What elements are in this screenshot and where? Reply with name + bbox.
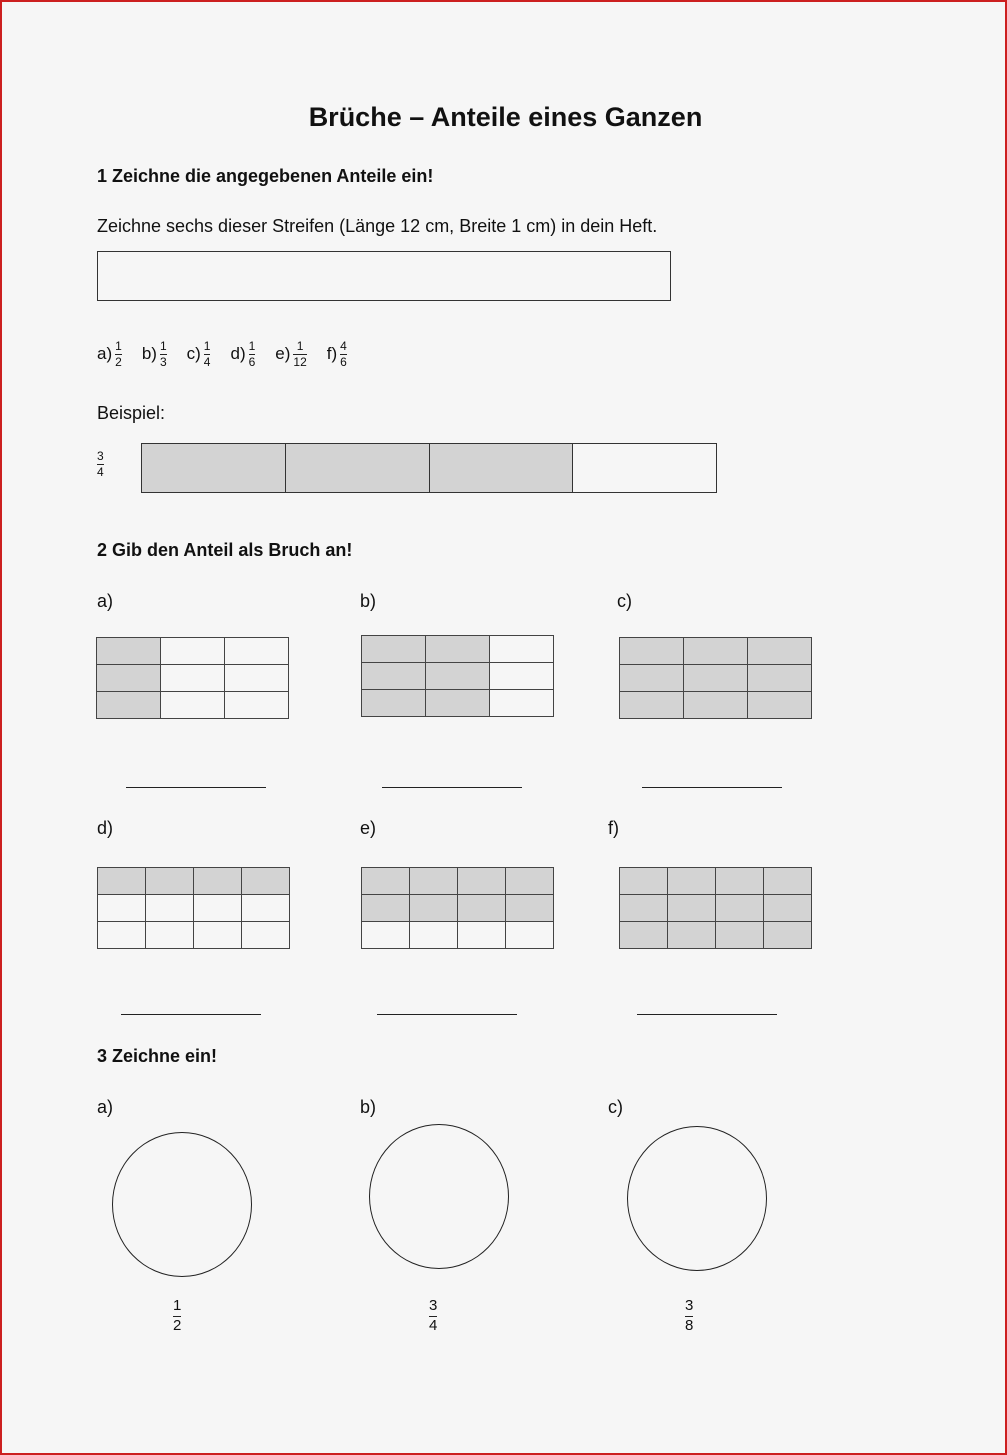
grid-cell [506,895,554,922]
fraction-grid [96,637,289,719]
grid-cell [506,922,554,949]
fraction-grid [361,635,554,717]
grid-cell [620,868,668,895]
grid-cell [98,868,146,895]
fraction-item-label: e) [275,344,291,364]
grid-cell [620,665,684,692]
drawing-circle[interactable] [369,1124,509,1269]
grid-cell [748,692,812,719]
item-fraction [204,340,211,368]
grid-cell [225,665,289,692]
grid-cell [98,895,146,922]
grid-cell [748,638,812,665]
fraction-grid [619,637,812,719]
grid-cell [97,638,161,665]
grid-cell [620,638,684,665]
fraction-list [97,340,367,368]
circle-numerator: 1 [173,1297,182,1314]
circle-fraction-label [682,1298,693,1334]
grid-cell [97,665,161,692]
circle-denominator: 2 [173,1316,182,1334]
circle-fraction-label [170,1298,181,1334]
grid-cell [748,665,812,692]
circle-numerator: 3 [429,1297,438,1314]
grid-cell [161,638,225,665]
answer-line[interactable] [377,1014,517,1015]
page-title: Brüche – Anteile eines Ganzen [308,102,703,132]
grid-cell [161,665,225,692]
grid-cell [764,922,812,949]
task2-item-label: b) [360,591,377,611]
item-fraction [293,340,306,368]
grid-cell [716,895,764,922]
grid-cell [458,895,506,922]
item-denominator: 12 [293,354,307,369]
task1-instruction: Zeichne sechs dieser Streifen (Länge 12 cm, Breite 1 cm) in dein Heft. [97,216,658,236]
example-fraction [94,450,104,478]
strip-segment [286,444,430,492]
fraction-grid [361,867,554,949]
grid-cell [716,868,764,895]
grid-cell [225,692,289,719]
example-label: Beispiel: [97,403,166,423]
circle-numerator: 3 [685,1297,694,1314]
grid-cell [242,868,290,895]
fraction-item [187,340,211,368]
fraction-item-label: f) [326,344,338,364]
task3-heading: 3 Zeichne ein! [97,1046,218,1066]
item-fraction [249,340,256,368]
grid-cell [362,636,426,663]
fraction-item [97,340,122,368]
answer-line[interactable] [382,787,522,788]
grid-cell [146,895,194,922]
item-numerator: 1 [296,339,304,353]
drawing-circle[interactable] [627,1126,767,1271]
example-strip [141,443,717,493]
item-numerator: 1 [248,339,256,353]
grid-cell [225,638,289,665]
grid-cell [242,922,290,949]
grid-cell [146,868,194,895]
fraction-item-label: c) [186,344,201,364]
example-numerator: 3 [97,449,104,463]
item-fraction [340,340,347,368]
fraction-item [230,340,255,368]
item-denominator: 6 [340,354,347,369]
grid-cell [194,895,242,922]
grid-cell [362,895,410,922]
grid-cell [620,895,668,922]
grid-cell [98,922,146,949]
grid-cell [620,922,668,949]
grid-cell [684,692,748,719]
grid-cell [684,665,748,692]
grid-cell [362,922,410,949]
grid-cell [684,638,748,665]
task3-item-label: a) [97,1097,114,1117]
grid-cell [362,868,410,895]
task3-item-label: b) [360,1097,377,1117]
example-denominator: 4 [97,464,104,479]
grid-cell [620,692,684,719]
task2-heading: 2 Gib den Anteil als Bruch an! [97,540,353,560]
fraction-item-label: a) [97,344,113,364]
drawing-circle[interactable] [112,1132,252,1277]
grid-cell [146,922,194,949]
task2-item-label: d) [97,818,114,838]
grid-cell [668,868,716,895]
circle-denominator: 4 [429,1316,438,1334]
grid-cell [490,636,554,663]
grid-cell [426,663,490,690]
grid-cell [426,690,490,717]
task2-item-label: a) [97,591,114,611]
grid-cell [410,868,458,895]
fraction-grid [97,867,290,949]
task2-item-label: c) [617,591,632,611]
grid-cell [410,922,458,949]
item-fraction [115,340,122,368]
empty-strip [97,251,671,301]
circle-fraction [173,1298,181,1334]
item-numerator: 1 [159,339,167,353]
circle-fraction-label [426,1298,437,1334]
task1-heading: 1 Zeichne die angegebenen Anteile ein! [97,166,434,186]
grid-cell [458,922,506,949]
strip-segment [573,444,716,492]
circle-fraction [429,1298,437,1334]
item-numerator: 1 [203,339,211,353]
grid-cell [716,922,764,949]
grid-cell [490,690,554,717]
item-denominator: 6 [248,354,256,369]
grid-cell [506,868,554,895]
grid-cell [362,663,426,690]
grid-cell [764,895,812,922]
grid-cell [668,895,716,922]
fraction-item [275,340,306,368]
fraction-item-label: d) [230,344,246,364]
strip-segment [142,444,286,492]
grid-cell [458,868,506,895]
grid-cell [97,692,161,719]
item-denominator: 3 [159,354,167,369]
grid-cell [410,895,458,922]
item-numerator: 4 [340,339,347,353]
fraction-grid [619,867,812,949]
grid-cell [242,895,290,922]
task2-item-label: e) [360,818,377,838]
grid-cell [490,663,554,690]
circle-denominator: 8 [685,1316,694,1334]
grid-cell [426,636,490,663]
answer-line[interactable] [126,787,266,788]
task3-item-label: c) [608,1097,623,1117]
item-fraction [160,340,167,368]
item-denominator: 4 [203,354,211,369]
answer-line[interactable] [637,1014,777,1015]
circle-fraction [685,1298,693,1334]
grid-cell [194,868,242,895]
item-denominator: 2 [115,354,122,369]
grid-cell [668,922,716,949]
grid-cell [194,922,242,949]
item-numerator: 1 [115,339,122,353]
grid-cell [362,690,426,717]
task2-item-label: f) [608,818,619,838]
grid-cell [764,868,812,895]
fraction-item-label: b) [141,344,157,364]
answer-line[interactable] [642,787,782,788]
answer-line[interactable] [121,1014,261,1015]
fraction-item [142,340,167,368]
fraction-item [327,340,347,368]
grid-cell [161,692,225,719]
strip-segment [430,444,574,492]
